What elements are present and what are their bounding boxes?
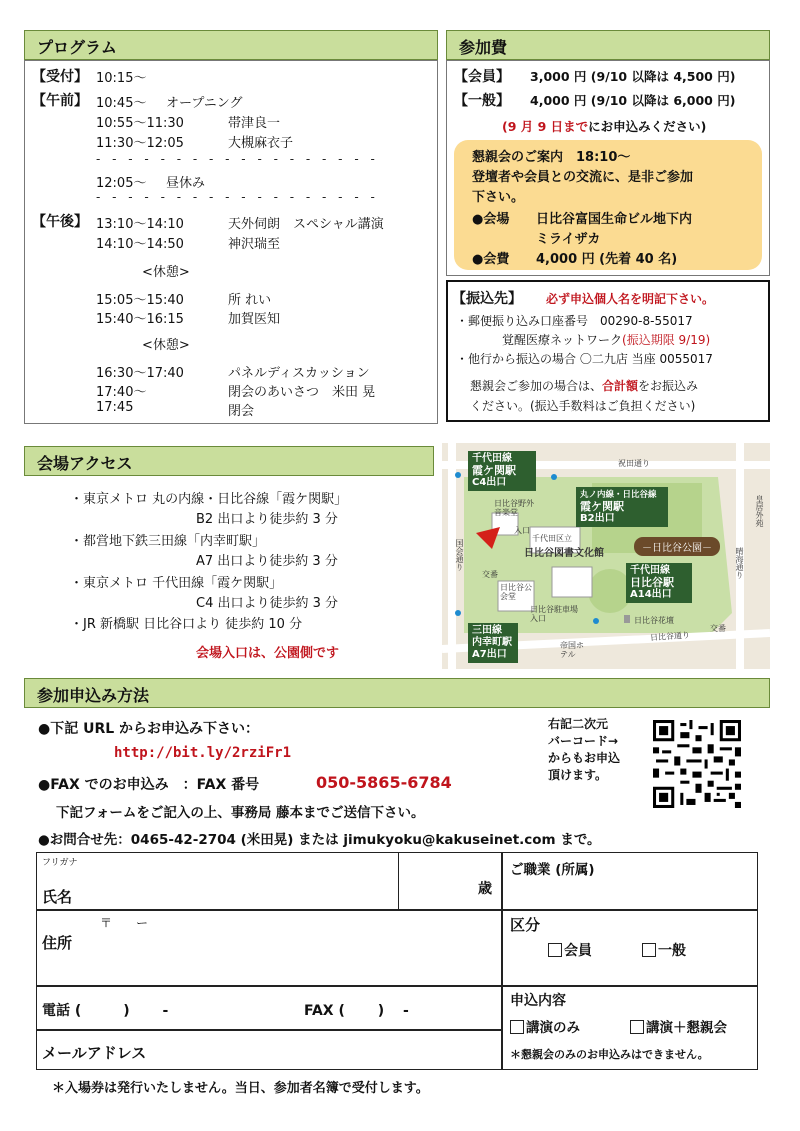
separator-1: - - - - - - - - - - - - - - - - - - xyxy=(96,152,379,166)
transfer-party-note1 xyxy=(470,377,698,394)
form-category-label: 区分 xyxy=(510,916,541,934)
form-lecture-only-option[interactable] xyxy=(510,1016,580,1036)
morning-title-0: オープニング xyxy=(166,96,243,111)
route-0-line: ・東京メトロ 丸の内線・日比谷線「霞ケ関駅」 xyxy=(70,492,348,507)
form-address-label: 住所 xyxy=(42,934,73,952)
map-parking: 日比谷駐車場入口 xyxy=(530,605,578,623)
party-note-a: 懇親会ご参加の場合は、 xyxy=(470,379,603,393)
reception-label: 【受付】 xyxy=(32,69,88,85)
lunch-time: 12:05～ xyxy=(96,176,147,191)
map-kokaido: 日比谷公会堂 xyxy=(500,583,532,601)
lunch-title: 昼休み xyxy=(166,176,206,191)
fee-general-price: 4,000 円 (9/10 以降は 6,000 円) xyxy=(530,93,736,108)
morning-title-1: 帯津良一 xyxy=(228,116,281,131)
transfer-title: 【振込先】 xyxy=(452,291,522,307)
lecture-party-checkbox[interactable] xyxy=(630,1020,644,1034)
map-hibiya-dori: 日比谷通り xyxy=(649,630,691,643)
apply-fax-label: ●FAX でのお申込み ：FAX 番号 xyxy=(38,777,260,793)
break-1: <休憩> xyxy=(142,265,190,280)
map-label-c4: 千代田線 霞ケ関駅 C4出口 xyxy=(468,451,536,491)
postal-name: 覚醒医療ネットワーク xyxy=(502,333,623,347)
apply-header: 参加申込み方法 xyxy=(24,678,770,708)
program-header: プログラム xyxy=(24,30,438,60)
route-1-exit: A7 出口より徒歩約 3 分 xyxy=(196,554,338,569)
separator-2: - - - - - - - - - - - - - - - - - - xyxy=(96,190,379,204)
fee-member-label: 【会員】 xyxy=(454,69,510,85)
map-park-label: －日比谷公園－ xyxy=(634,537,720,556)
footer-note: ＊入場券は発行いたしません。当日、参加者名簿で受付します。 xyxy=(52,1081,429,1096)
morning-title-2: 大槻麻衣子 xyxy=(228,136,294,151)
afternoon-title-5: 閉会のあいさつ 米田 晃 xyxy=(228,385,376,400)
map-label-a14: 千代田線 日比谷駅 A14出口 xyxy=(626,563,692,603)
map-kokkai-dori: 国会通り xyxy=(455,539,464,571)
afternoon-time-3: 15:40～16:15 xyxy=(96,312,184,327)
map-koban-2: 交番 xyxy=(710,624,726,633)
route-2-line: ・東京メトロ 千代田線「霞ケ関駅」 xyxy=(70,576,283,591)
venue-map xyxy=(442,443,770,669)
map-label-a7: 三田線 内幸町駅 A7出口 xyxy=(468,623,518,663)
member-checkbox[interactable] xyxy=(548,943,562,957)
route-1-line: ・都営地下鉄三田線「内幸町駅」 xyxy=(70,534,266,549)
apply-contact: ●お問合せ先：0465-42-2704 (米田晃) または jimukyoku@kakuseinet.com まで。 xyxy=(38,832,601,848)
fees-header: 参加費 xyxy=(446,30,770,60)
party-note-red: 合計額 xyxy=(602,379,639,393)
lecture-only-label: 講演のみ xyxy=(526,1020,580,1036)
map-kokyo: 皇居外苑 xyxy=(755,495,764,527)
afternoon-title-4: パネルディスカッション xyxy=(228,366,370,381)
route-jr: ・JR 新橋駅 日比谷口より 徒歩約 10 分 xyxy=(70,617,303,632)
map-harumi-dori: 晴海通り xyxy=(735,547,744,579)
form-email-label: メールアドレス xyxy=(42,1044,147,1062)
party-line3: 下さい。 xyxy=(472,190,525,205)
form-fax-label: FAX ( ) - xyxy=(304,1003,409,1019)
form-name-label: 氏名 xyxy=(42,888,73,906)
route-0-exit: B2 出口より徒歩約 3 分 xyxy=(196,512,338,527)
transfer-postal: ・郵便振り込み口座番号 00290-8-55017 xyxy=(456,314,693,328)
reception-time: 10:15～ xyxy=(96,71,147,86)
transfer-postal-name xyxy=(502,331,710,348)
map-kadan: 日比谷花壇 xyxy=(634,616,674,625)
form-occupation-label: ご職業 (所属) xyxy=(510,862,595,878)
fee-deadline-red: (9 月 9 日まで xyxy=(502,119,589,134)
map-hotel: 帝国ホテル xyxy=(560,641,584,659)
party-fee-label: ●会費 xyxy=(472,252,510,267)
afternoon-title-1: 神沢瑞至 xyxy=(228,237,281,252)
fee-deadline-rest: にお申込みください) xyxy=(588,119,707,134)
morning-time-1: 10:55～11:30 xyxy=(96,116,184,131)
afternoon-time-1: 14:10～14:50 xyxy=(96,237,184,252)
route-2-exit: C4 出口より徒歩約 3 分 xyxy=(196,596,339,611)
party-venue-label: ●会場 xyxy=(472,212,510,227)
apply-url-link[interactable]: http://bit.ly/2rziFr1 xyxy=(114,745,292,761)
form-category-cell xyxy=(502,910,758,986)
member-label: 会員 xyxy=(564,943,592,959)
form-age-label: 歳 xyxy=(478,881,492,897)
map-library: 日比谷図書文化館 xyxy=(524,548,604,559)
form-party-note: ＊懇親会のみのお申込みはできません。 xyxy=(510,1048,709,1061)
party-line2: 登壇者や会員との交流に、是非ご参加 xyxy=(472,170,694,185)
party-fee: 4,000 円 (先着 40 名) xyxy=(536,252,678,267)
entrance-note: 会場入口は、公園側です xyxy=(196,646,340,661)
afternoon-label: 【午後】 xyxy=(32,214,88,230)
map-label-b2: 丸ノ内線・日比谷線 霞ケ関駅 B2出口 xyxy=(576,487,668,527)
form-content-label: 申込内容 xyxy=(510,993,566,1009)
afternoon-title-2: 所 れい xyxy=(228,293,272,308)
general-checkbox[interactable] xyxy=(642,943,656,957)
morning-time-0: 10:45～ xyxy=(96,96,147,111)
afternoon-title-3: 加賀医知 xyxy=(228,312,281,327)
afternoon-time-2: 15:05～15:40 xyxy=(96,293,184,308)
form-member-option[interactable] xyxy=(548,940,592,960)
apply-url-label: ●下記 URL からお申込み下さい： xyxy=(38,721,260,737)
map-library-sub: 千代田区立 xyxy=(532,534,572,543)
transfer-party-note2: ください。(振込手数料はご負担ください) xyxy=(470,399,696,413)
qr-caption: 右記二次元 バーコード→ からもお申込 頂けます。 xyxy=(548,717,621,782)
general-label: 一般 xyxy=(658,943,686,959)
break-2: <休憩> xyxy=(142,338,190,353)
form-phone-label: 電話 ( ) - xyxy=(42,1003,169,1019)
afternoon-title-0: 天外伺朗 スペシャル講演 xyxy=(228,217,384,232)
postal-deadline: (振込期限 9/19) xyxy=(622,333,711,347)
form-furigana-label: フリガナ xyxy=(42,858,78,868)
morning-time-2: 11:30～12:05 xyxy=(96,136,184,151)
morning-label: 【午前】 xyxy=(32,93,88,109)
party-venue1: 日比谷富国生命ビル地下内 xyxy=(536,212,693,227)
qr-code-icon[interactable] xyxy=(652,720,742,808)
transfer-bank: ・他行から振込の場合 〇二九店 当座 0055017 xyxy=(456,352,713,366)
party-note-b: をお振込み xyxy=(638,379,699,393)
party-line1: 懇親会のご案内 18:10～ xyxy=(472,150,631,165)
lecture-only-checkbox[interactable] xyxy=(510,1020,524,1034)
afternoon-time-6: 17:45 xyxy=(96,400,134,415)
afternoon-title-6: 閉会 xyxy=(228,404,255,419)
transfer-note: 必ず申込個人名を明記下さい。 xyxy=(546,292,715,306)
party-venue2: ミライザカ xyxy=(536,232,601,247)
afternoon-time-4: 16:30～17:40 xyxy=(96,366,184,381)
fee-general-label: 【一般】 xyxy=(454,93,510,109)
access-header: 会場アクセス xyxy=(24,446,434,476)
form-general-option[interactable] xyxy=(642,940,686,960)
afternoon-time-5: 17:40～ xyxy=(96,385,147,400)
fee-member-price: 3,000 円 (9/10 以降は 4,500 円) xyxy=(530,69,736,84)
apply-fax-note: 下記フォームをご記入の上、事務局 藤本までご送信下さい。 xyxy=(56,805,425,821)
form-lecture-party-option[interactable] xyxy=(630,1016,727,1036)
map-iwai-dori: 祝田通り xyxy=(618,459,650,468)
map-entrance: 入口 xyxy=(514,526,530,535)
map-koban-1: 交番 xyxy=(482,570,498,579)
afternoon-time-0: 13:10～14:10 xyxy=(96,217,184,232)
apply-fax-number: 050-5865-6784 xyxy=(316,773,452,792)
fee-deadline xyxy=(502,117,706,135)
map-ongakudo: 日比谷野外音楽堂 xyxy=(494,499,534,517)
lecture-party-label: 講演＋懇親会 xyxy=(646,1020,727,1036)
form-postal-mark: 〒 ー xyxy=(100,916,149,930)
